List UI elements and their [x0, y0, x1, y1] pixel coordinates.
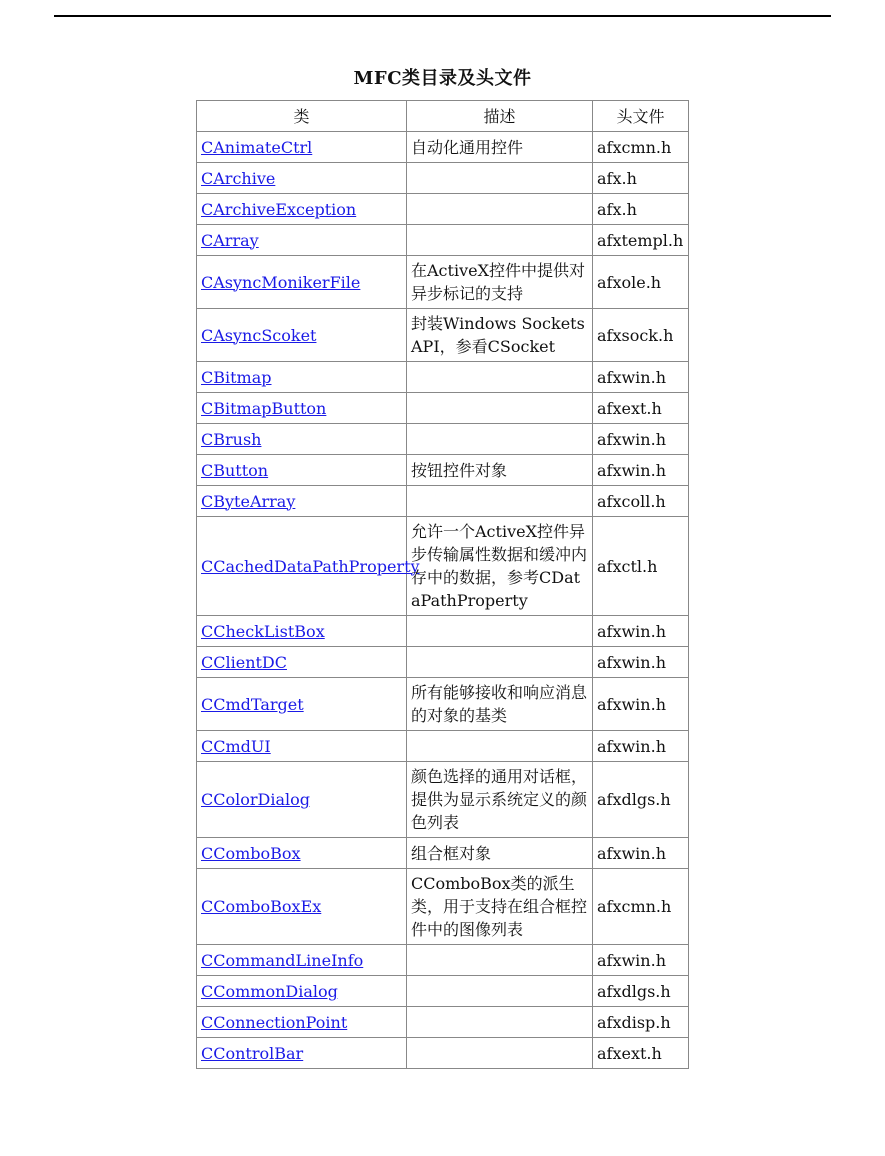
table-row: [197, 945, 689, 976]
class-link[interactable]: CArchive: [201, 168, 276, 188]
table-row: [197, 616, 689, 647]
table-row: [197, 309, 689, 362]
column-header-class: 类: [197, 101, 407, 132]
class-link[interactable]: CCmdUI: [201, 736, 271, 756]
table-row: [197, 225, 689, 256]
table-row: [197, 731, 689, 762]
table-row: [197, 838, 689, 869]
column-header-header-file: 头文件: [593, 101, 689, 132]
table-row: [197, 517, 689, 616]
header-file-cell: afxcmn.h: [593, 869, 689, 945]
header-file-cell: afxctl.h: [593, 517, 689, 616]
header-file-cell: afxsock.h: [593, 309, 689, 362]
table-row: [197, 256, 689, 309]
class-link[interactable]: CBitmapButton: [201, 398, 327, 418]
class-name-cell: [197, 194, 407, 225]
table-row: [197, 1007, 689, 1038]
class-link[interactable]: CCheckListBox: [201, 621, 325, 641]
class-name-cell: [197, 976, 407, 1007]
class-link[interactable]: CControlBar: [201, 1043, 304, 1063]
description-cell: [407, 647, 593, 678]
class-name-cell: [197, 256, 407, 309]
class-link[interactable]: CBitmap: [201, 367, 272, 387]
class-name-cell: [197, 309, 407, 362]
class-link[interactable]: CCommandLineInfo: [201, 950, 364, 970]
header-file-cell: afxdlgs.h: [593, 976, 689, 1007]
table-row: [197, 976, 689, 1007]
class-link[interactable]: CCmdTarget: [201, 694, 304, 714]
page-title: MFC类目录及头文件: [353, 68, 532, 89]
class-name-cell: [197, 486, 407, 517]
description-cell: 允许一个ActiveX控件异步传输属性数据和缓冲内存中的数据，参考CDataPathProperty: [407, 517, 593, 616]
description-cell: CComboBox类的派生类，用于支持在组合框控件中的图像列表: [407, 869, 593, 945]
table-header-row: [197, 101, 689, 132]
class-link[interactable]: CAsyncScoket: [201, 325, 317, 345]
class-name-cell: [197, 678, 407, 731]
description-cell: 颜色选择的通用对话框，提供为显示系统定义的颜色列表: [407, 762, 593, 838]
class-name-cell: [197, 424, 407, 455]
class-name-cell: [197, 455, 407, 486]
table-row: [197, 486, 689, 517]
class-link[interactable]: CArray: [201, 230, 259, 250]
class-link[interactable]: CComboBoxEx: [201, 897, 322, 916]
header-file-cell: afxwin.h: [593, 455, 689, 486]
class-name-cell: [197, 517, 420, 616]
class-name-cell: [197, 869, 407, 945]
class-name-cell: [197, 362, 407, 393]
header-file-cell: afxwin.h: [593, 731, 689, 762]
class-name-cell: [197, 616, 407, 647]
description-cell: [407, 424, 593, 455]
header-file-cell: afxtempl.h: [593, 225, 689, 256]
class-link[interactable]: CCommonDialog: [201, 981, 338, 1001]
table-row: [197, 647, 689, 678]
description-cell: 组合框对象: [407, 838, 593, 869]
class-link[interactable]: CClientDC: [201, 652, 287, 672]
description-cell: [407, 976, 593, 1007]
table-row: [197, 869, 689, 945]
class-name-cell: [197, 838, 407, 869]
description-cell: [407, 163, 593, 194]
description-cell: [407, 225, 593, 256]
class-link[interactable]: CAnimateCtrl: [201, 137, 313, 157]
class-link[interactable]: CByteArray: [201, 491, 296, 511]
header-file-cell: afxcmn.h: [593, 132, 689, 163]
class-name-cell: [197, 731, 407, 762]
description-cell: [407, 1038, 593, 1069]
table-row: [197, 393, 689, 424]
header-file-cell: afxcoll.h: [593, 486, 689, 517]
table-row: [197, 762, 689, 838]
table-row: [197, 362, 689, 393]
class-link[interactable]: CConnectionPoint: [201, 1012, 348, 1032]
header-file-cell: afxwin.h: [593, 362, 689, 393]
top-rule: [54, 15, 831, 17]
table-row: [197, 163, 689, 194]
class-name-cell: [197, 647, 407, 678]
class-table: [196, 100, 689, 1069]
header-file-cell: afxwin.h: [593, 945, 689, 976]
description-cell: [407, 362, 593, 393]
description-cell: 自动化通用控件: [407, 132, 593, 163]
header-file-cell: afxdisp.h: [593, 1007, 689, 1038]
class-name-cell: [197, 945, 407, 976]
class-link[interactable]: CButton: [201, 460, 269, 480]
class-link[interactable]: CArchiveException: [201, 199, 357, 219]
header-file-cell: afx.h: [593, 163, 689, 194]
header-file-cell: afxext.h: [593, 393, 689, 424]
class-link[interactable]: CComboBox: [201, 843, 301, 863]
class-name-cell: [197, 1007, 407, 1038]
header-file-cell: afxwin.h: [593, 678, 689, 731]
description-cell: [407, 945, 593, 976]
description-cell: [407, 1007, 593, 1038]
class-name-cell: [197, 762, 407, 838]
header-file-cell: afx.h: [593, 194, 689, 225]
description-cell: [407, 486, 593, 517]
table-row: [197, 678, 689, 731]
class-name-cell: [197, 225, 407, 256]
class-link[interactable]: CAsyncMonikerFile: [201, 272, 361, 292]
class-name-cell: [197, 132, 407, 163]
table-row: [197, 132, 689, 163]
class-name-cell: [197, 163, 407, 194]
description-cell: 在ActiveX控件中提供对异步标记的支持: [407, 256, 593, 309]
description-cell: [407, 731, 593, 762]
description-cell: [407, 393, 593, 424]
description-cell: 封装Windows Sockets API，参看CSocket: [407, 309, 593, 362]
description-cell: [407, 616, 593, 647]
table-row: [197, 455, 689, 486]
class-name-cell: [197, 1038, 407, 1069]
description-cell: 所有能够接收和响应消息的对象的基类: [407, 678, 593, 731]
class-link[interactable]: CBrush: [201, 429, 262, 449]
header-file-cell: afxwin.h: [593, 838, 689, 869]
table-row: [197, 424, 689, 455]
header-file-cell: afxwin.h: [593, 616, 689, 647]
column-header-desc: 描述: [407, 101, 593, 132]
description-cell: [407, 194, 593, 225]
table-row: [197, 1038, 689, 1069]
class-link[interactable]: CCachedDataPathProperty: [201, 556, 420, 576]
header-file-cell: afxdlgs.h: [593, 762, 689, 838]
description-cell: 按钮控件对象: [407, 455, 593, 486]
header-file-cell: afxwin.h: [593, 424, 689, 455]
header-file-cell: afxole.h: [593, 256, 689, 309]
class-link[interactable]: CColorDialog: [201, 790, 310, 809]
class-name-cell: [197, 393, 407, 424]
header-file-cell: afxext.h: [593, 1038, 689, 1069]
header-file-cell: afxwin.h: [593, 647, 689, 678]
table-row: [197, 194, 689, 225]
